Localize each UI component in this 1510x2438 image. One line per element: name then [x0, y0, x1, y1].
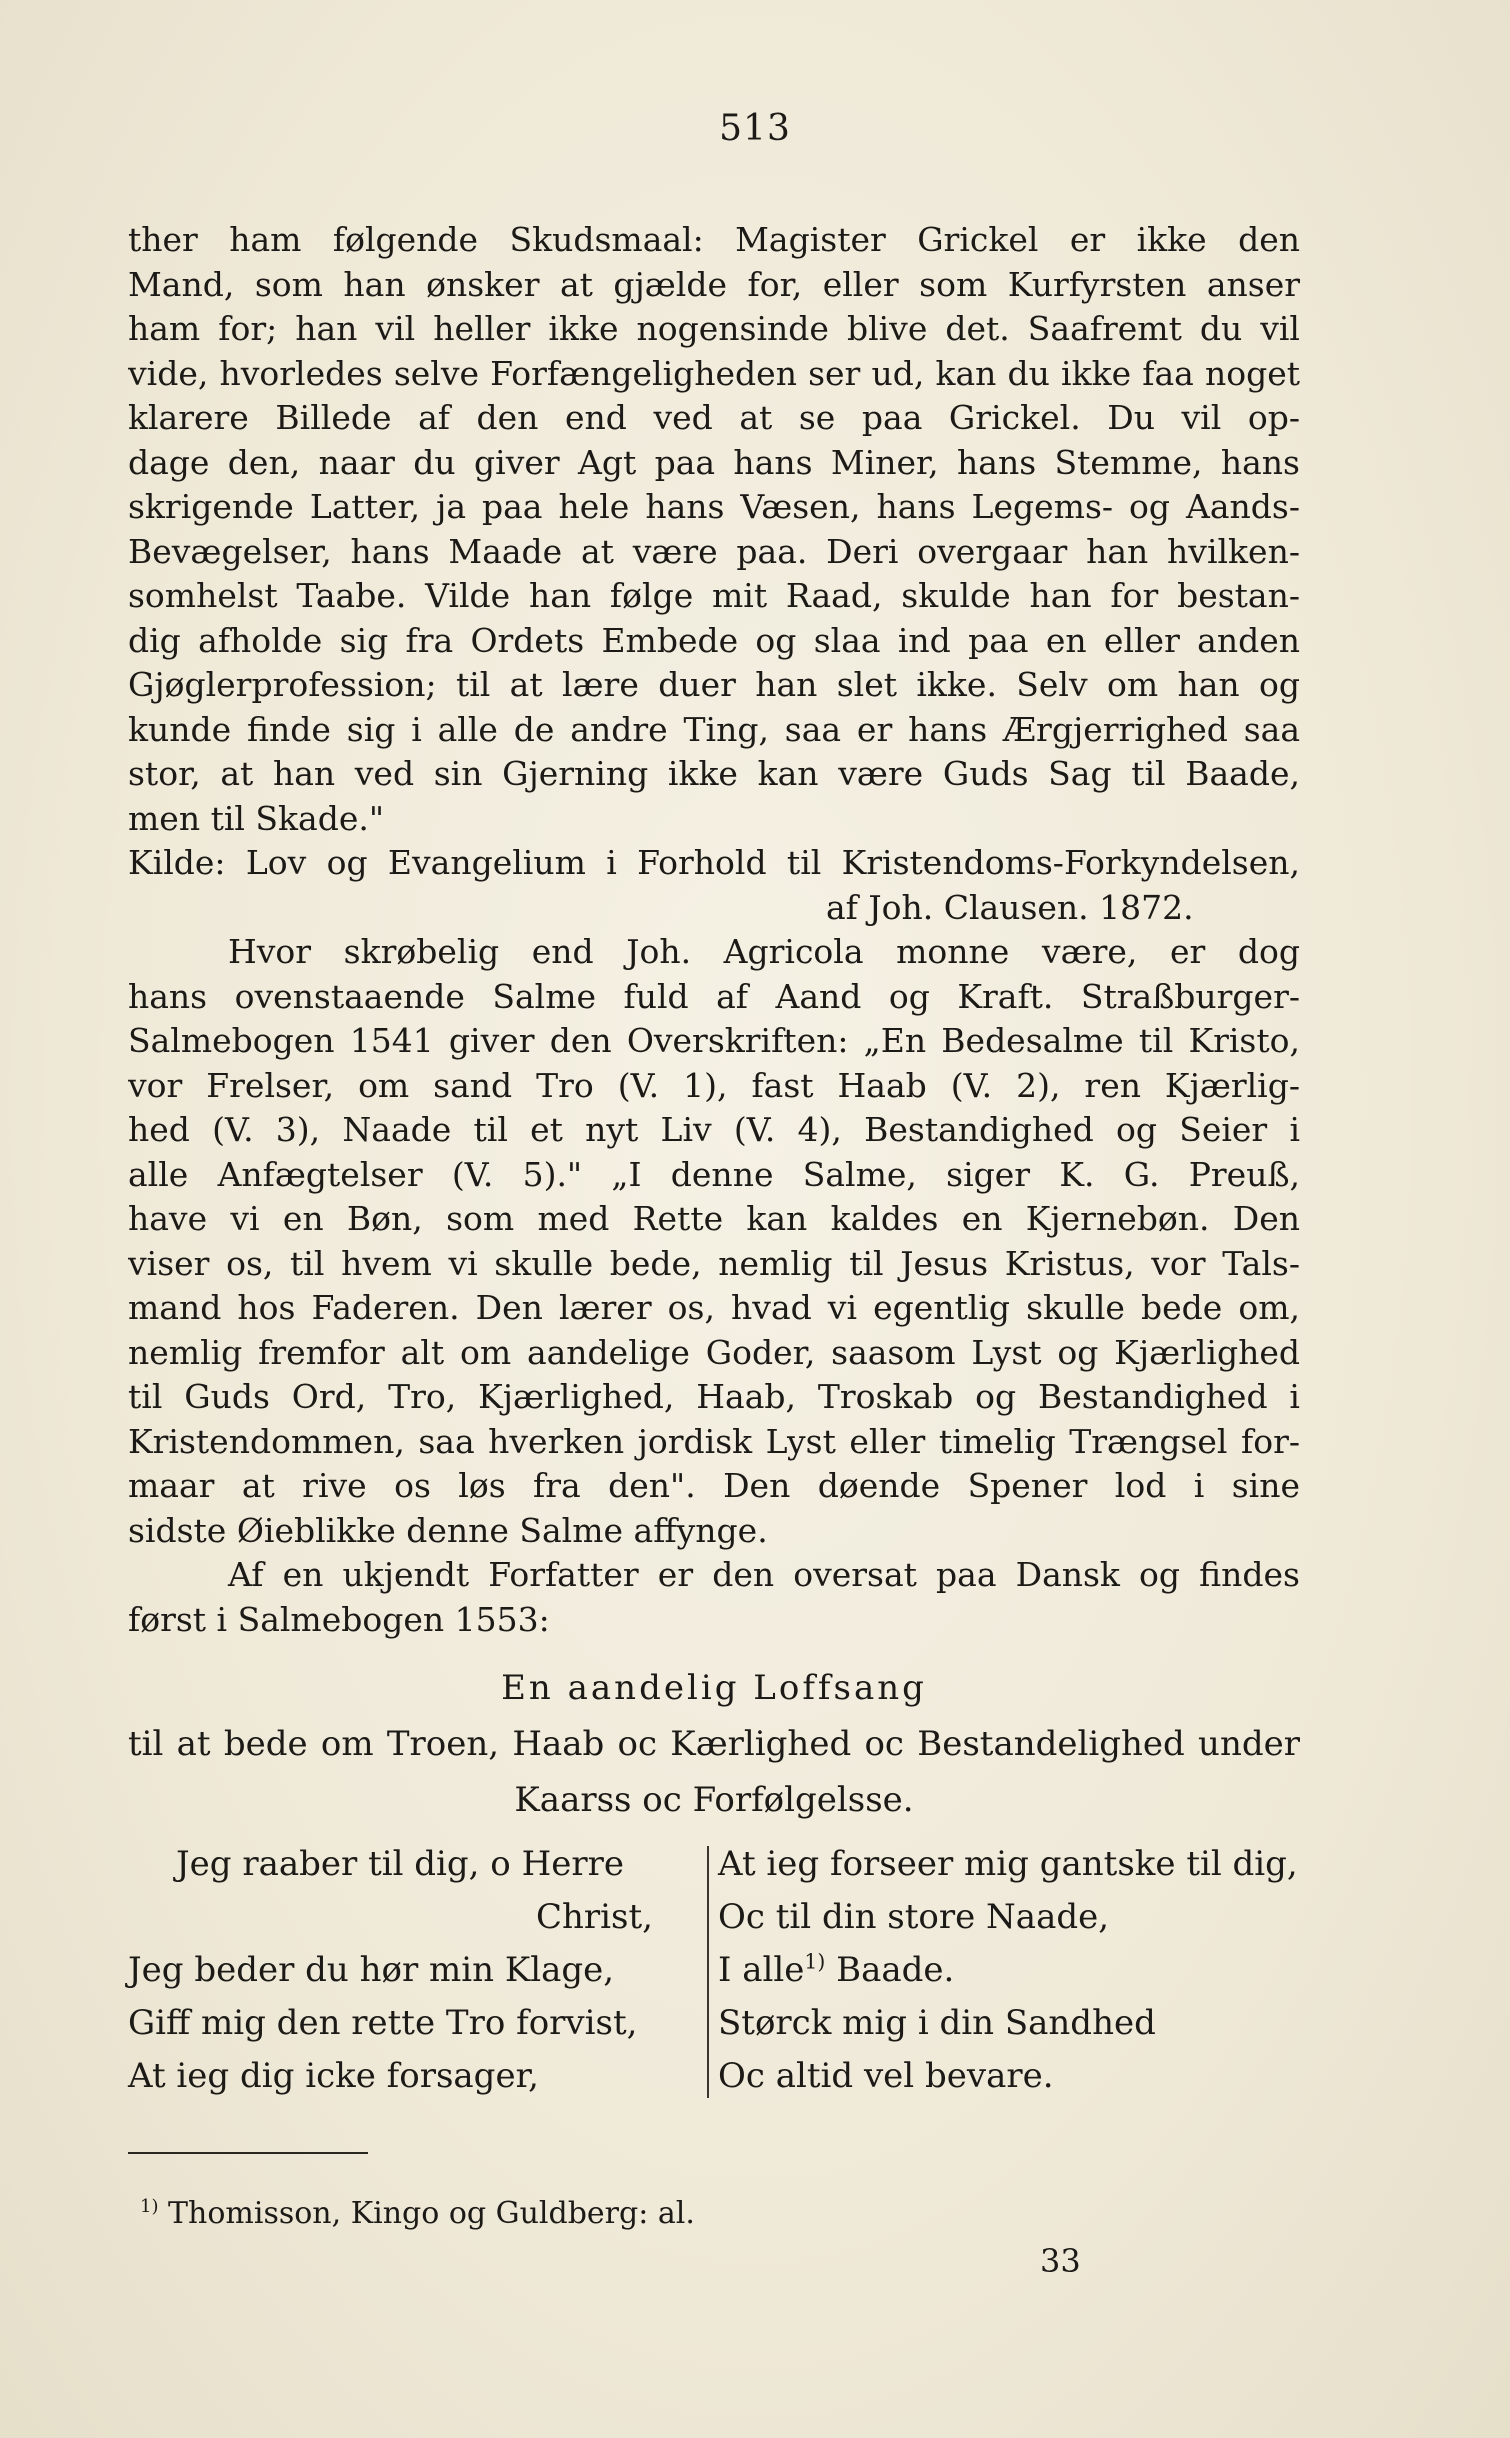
- text-line: kunde finde sig i alle de andre Ting, saa er hans Ærgjerrighed saa: [128, 709, 1300, 749]
- text-line: ther ham følgende Skudsmaal: Magister Grickel er ikke den: [128, 220, 1300, 259]
- text-line: maar at rive os løs fra den". Den døende Spener lod i sine: [128, 1466, 1300, 1505]
- source-citation: Kilde: Lov og Evangelium i Forhold til Kristendoms-Forkyndelsen,: [128, 843, 1300, 882]
- text-line: hed (V. 3), Naade til et nyt Liv (V. 4), Bestandighed og Seier i: [128, 1110, 1300, 1149]
- source-author: af Joh. Clausen. 1872.: [826, 887, 1194, 927]
- text-line: somhelst Taabe. Vilde han følge mit Raad, skulde han for bestan-: [128, 576, 1300, 615]
- verse-text: Baade.: [825, 1950, 955, 1990]
- verse-line: Størck mig i din Sandhed: [718, 2003, 1156, 2043]
- verse-line: Giff mig den rette Tro forvist,: [128, 2003, 638, 2043]
- hymn-subtitle: Kaarss oc Forfølgelsse.: [514, 1780, 914, 1820]
- text-line: nemlig fremfor alt om aandelige Goder, saasom Lyst og Kjærlighed: [128, 1332, 1300, 1372]
- verse-line: Christ,: [536, 1897, 653, 1937]
- text-line: til Guds Ord, Tro, Kjærlighed, Haab, Troskab og Bestandighed i: [128, 1377, 1300, 1416]
- text-line: Kristendommen, saa hverken jordisk Lyst eller timelig Trængsel for-: [128, 1421, 1300, 1461]
- text-line: mand hos Faderen. Den lærer os, hvad vi egentlig skulle bede om,: [128, 1288, 1300, 1327]
- text-line: stor, at han ved sin Gjerning ikke kan være Guds Sag til Baade,: [128, 754, 1300, 793]
- text-line: Af en ukjendt Forfatter er den oversat paa Dansk og findes: [228, 1555, 1300, 1594]
- text-line: have vi en Bøn, som med Rette kan kaldes en Kjernebøn. Den: [128, 1199, 1300, 1238]
- hymn-heading: [128, 1660, 1300, 1828]
- footnote-marker: 1): [140, 2196, 159, 2217]
- verse-line: Jeg raaber til dig, o Herre: [176, 1844, 624, 1884]
- page-number: 513: [719, 108, 791, 149]
- verse-line: At ieg forseer mig gantske til dig,: [718, 1844, 1298, 1884]
- text-line: Salmebogen 1541 giver den Overskriften: „En Bedesalme til Kristo,: [128, 1021, 1300, 1060]
- sheet-number: 33: [1040, 2242, 1081, 2280]
- verse-line: Oc altid vel bevare.: [718, 2056, 1054, 2096]
- verse-divider: [707, 1846, 709, 2098]
- hymn-subtitle: til at bede om Troen, Haab oc Kærlighed oc Bestandelighed under: [128, 1724, 1300, 1764]
- text-line: skrigende Latter, ja paa hele hans Væsen, hans Legems- og Aands-: [128, 487, 1300, 526]
- body-text: [128, 218, 1300, 1642]
- verse-left-column: [128, 1838, 696, 2103]
- verse-text: I alle: [718, 1950, 805, 1990]
- text-line: hans ovenstaaende Salme fuld af Aand og Kraft. Straßburger-: [128, 976, 1300, 1016]
- footnote: [140, 2196, 695, 2231]
- footnote-text: Thomisson, Kingo og Guldberg: al.: [158, 2196, 695, 2231]
- verse-line: [718, 1944, 1300, 1997]
- verse-line: Jeg beder du hør min Klage,: [128, 1950, 615, 1990]
- text-line: vide, hvorledes selve Forfængeligheden ser ud, kan du ikke faa noget: [128, 353, 1300, 393]
- verse-right-column: [718, 1838, 1300, 2103]
- hymn-title: En aandelig Loffsang: [501, 1668, 927, 1708]
- text-line: klarere Billede af den end ved at se paa Grickel. Du vil op-: [128, 398, 1300, 437]
- text-line: først i Salmebogen 1553:: [128, 1599, 550, 1639]
- text-line: Bevægelser, hans Maade at være paa. Deri overgaar han hvilken-: [128, 531, 1300, 571]
- text-line: alle Anfægtelser (V. 5)." „I denne Salme, siger K. G. Preuß,: [128, 1154, 1300, 1194]
- verse-line: Oc til din store Naade,: [718, 1897, 1110, 1937]
- text-line: sidste Øieblikke denne Salme affynge.: [128, 1510, 768, 1550]
- text-line: ham for; han vil heller ikke nogensinde blive det. Saafremt du vil: [128, 309, 1300, 348]
- text-line: Hvor skrøbelig end Joh. Agricola monne være, er dog: [228, 932, 1300, 971]
- text-line: viser os, til hvem vi skulle bede, nemlig til Jesus Kristus, vor Tals-: [128, 1243, 1300, 1283]
- text-line: dage den, naar du giver Agt paa hans Miner, hans Stemme, hans: [128, 442, 1300, 482]
- text-line: men til Skade.": [128, 798, 385, 838]
- text-line: Gjøglerprofession; til at lære duer han slet ikke. Selv om han og: [128, 665, 1300, 704]
- text-line: Mand, som han ønsker at gjælde for, eller som Kurfyrsten anser: [128, 264, 1300, 304]
- footnote-rule: [128, 2152, 368, 2154]
- text-line: dig afholde sig fra Ordets Embede og slaa ind paa en eller anden: [128, 620, 1300, 660]
- text-line: vor Frelser, om sand Tro (V. 1), fast Haab (V. 2), ren Kjærlig-: [128, 1065, 1300, 1105]
- verse-line: At ieg dig icke forsager,: [128, 2056, 539, 2096]
- footnote-marker: 1): [804, 1949, 826, 1974]
